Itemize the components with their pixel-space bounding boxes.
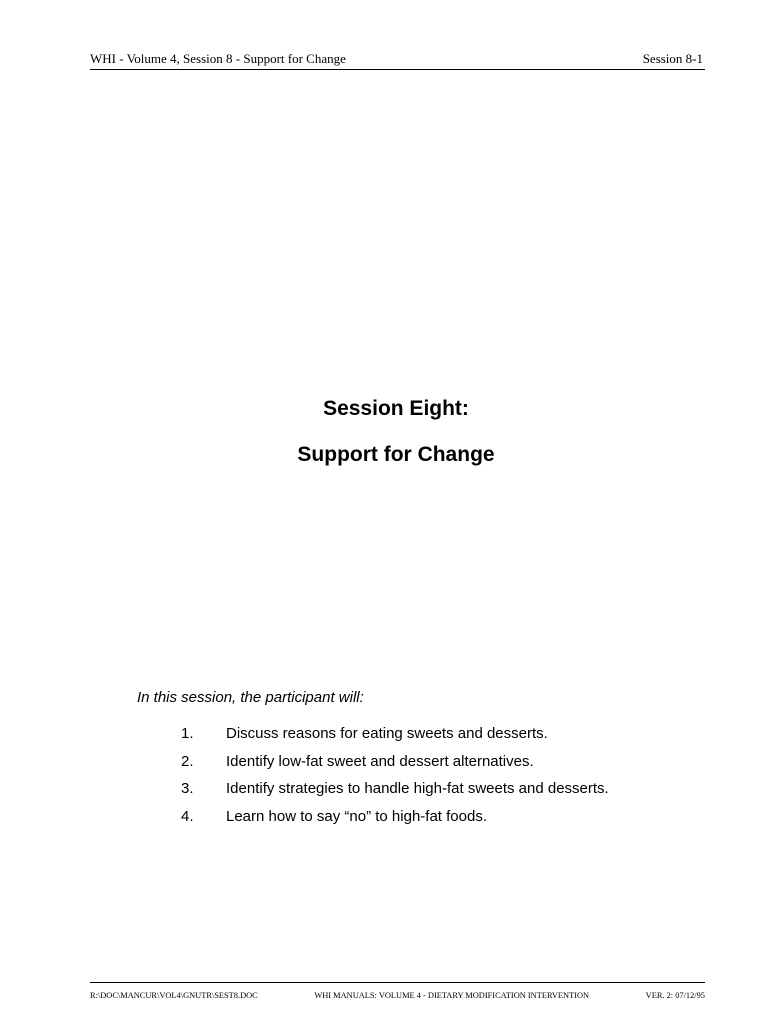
footer-file-path: R:\DOC\MANCUR\VOL4\GNUTR\SEST8.DOC [90, 991, 258, 1000]
page-header [90, 49, 705, 70]
header-page-number: Session 8-1 [642, 51, 703, 66]
footer-version: VER. 2: 07/12/95 [645, 991, 705, 1000]
list-item-text: Identify low-fat sweet and dessert alternatives. [226, 752, 534, 770]
list-item-text: Discuss reasons for eating sweets and desserts. [226, 725, 548, 742]
list-item-number: 3. [181, 780, 194, 797]
list-item [181, 780, 609, 808]
objectives-intro: In this session, the participant will: [137, 689, 364, 706]
list-item-text: Identify strategies to handle high-fat sweets and desserts. [226, 780, 609, 797]
list-item-text: Learn how to say “no” to high-fat foods. [226, 807, 487, 825]
footer-manual-title: WHI MANUALS: VOLUME 4 - DIETARY MODIFICATION INTERVENTION [314, 991, 590, 1000]
list-item-number: 2. [181, 752, 194, 770]
objectives-list [181, 725, 609, 835]
session-title: Session Eight: [323, 397, 469, 420]
list-item-number: 1. [181, 725, 194, 742]
list-item [181, 753, 609, 781]
list-item [181, 808, 609, 836]
header-title: WHI - Volume 4, Session 8 - Support for Change [90, 51, 346, 66]
page-footer [90, 982, 705, 1000]
session-subtitle: Support for Change [297, 443, 495, 466]
list-item-number: 4. [181, 807, 194, 825]
list-item [181, 725, 609, 753]
